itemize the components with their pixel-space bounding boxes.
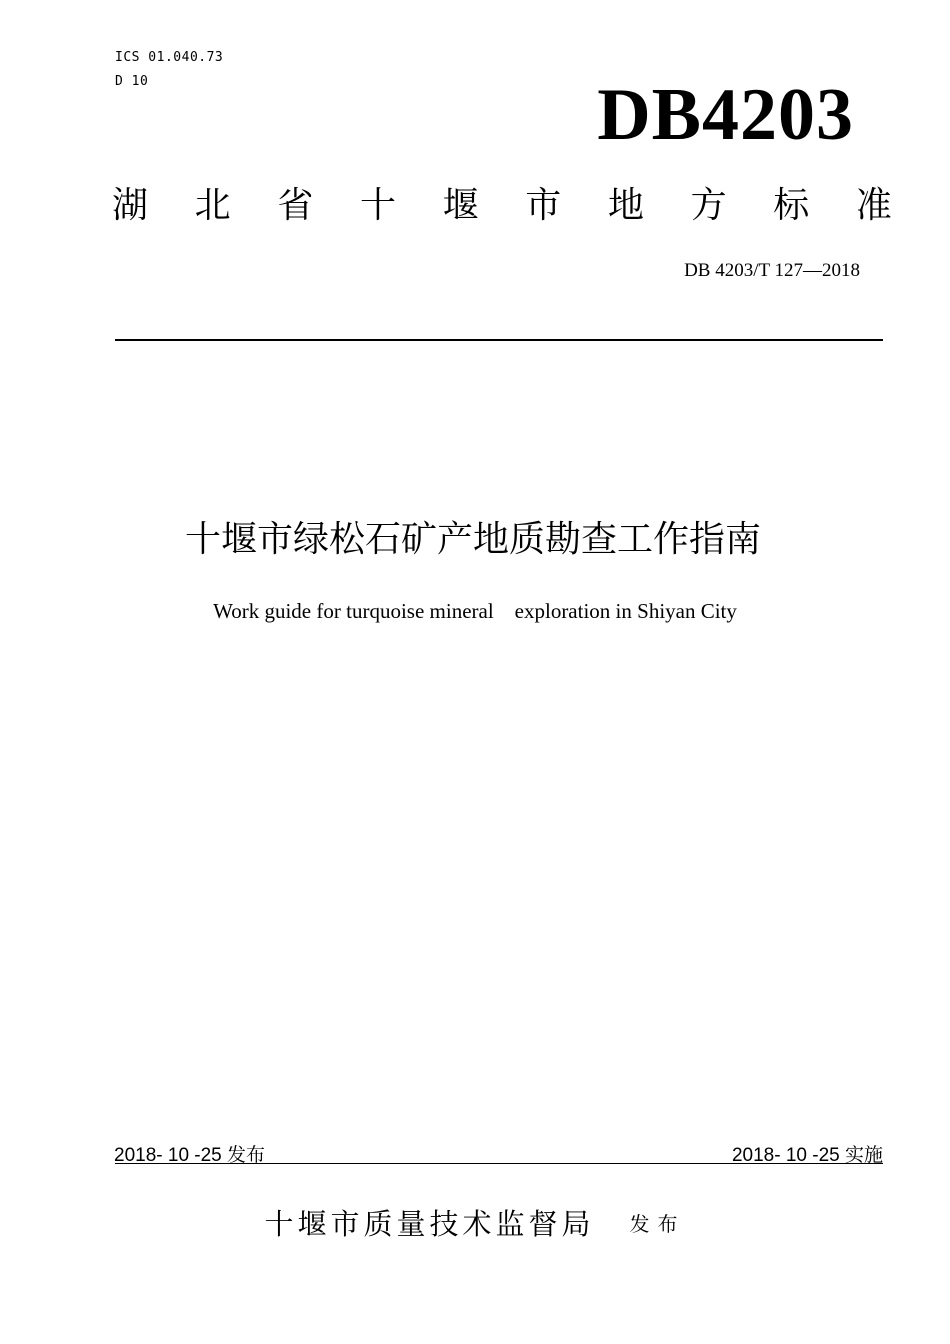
ccs-code: D 10 [115,74,149,89]
standard-type-heading [112,185,892,226]
document-title-chinese [0,518,950,561]
issue-action: 发布 [629,1212,686,1236]
implement-date: 2018- 10 -25 实施 [731,1145,883,1166]
publish-date: 2018- 10 -25 发布 [114,1145,266,1166]
standard-type-char: 堰 [442,185,479,226]
issuer-name: 十堰市质量技术监督局 [264,1207,595,1241]
standard-type-char: 省 [277,185,314,226]
footer-divider [115,1163,883,1164]
standard-type-char: 标 [773,185,810,226]
standard-type-char: 市 [525,185,562,226]
document-title-english: Work guide for turquoise mineral exploration in Shiyan City [213,599,737,623]
standard-type-char: 地 [607,185,644,226]
standard-type-char: 方 [690,185,727,226]
ics-code: ICS 01.040.73 [115,50,224,65]
standard-type-char: 北 [194,185,231,226]
issuer-line [0,1202,950,1243]
standard-type-char: 湖 [112,185,149,226]
standard-type-char: 十 [359,185,396,226]
standard-mark: DB4203 [597,74,854,156]
title-chinese-text: 十堰市绿松石矿产地质勘查工作指南 [184,519,761,560]
standard-number: DB 4203/T 127—2018 [684,260,860,281]
header-divider [115,339,883,341]
standard-type-char: 准 [855,185,892,226]
